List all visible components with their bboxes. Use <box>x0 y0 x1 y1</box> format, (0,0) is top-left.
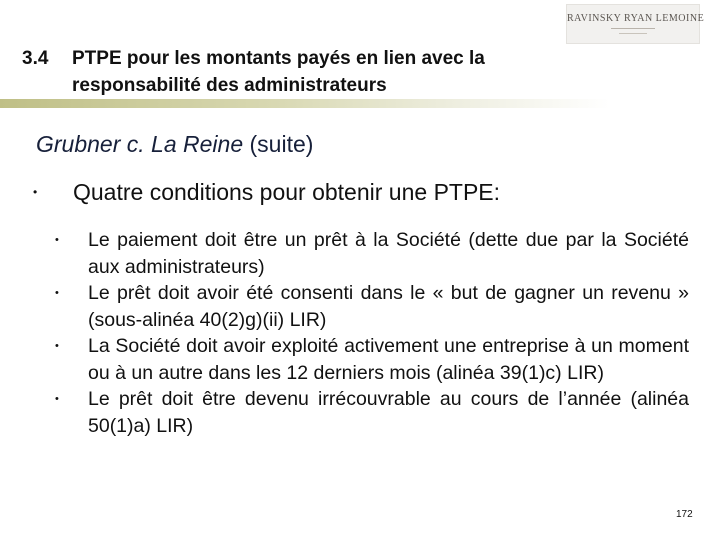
heading-rule <box>0 99 610 108</box>
condition-item <box>55 333 689 386</box>
bullet-marker: • <box>55 393 59 405</box>
condition-item <box>55 386 689 439</box>
bullet-marker: • <box>55 287 59 299</box>
slide-heading <box>22 45 485 99</box>
firm-logo <box>566 4 705 44</box>
condition-text: La Société doit avoir exploité activement une entreprise à un moment ou à un autre dans les 12 derniers mois (alinéa 39(1)c) LIR) <box>88 335 689 384</box>
logo-divider <box>611 28 655 29</box>
section-number: 3.4 <box>22 48 49 69</box>
condition-text: Le paiement doit être un prêt à la Société (dette due par la Société aux administrateurs) <box>88 229 689 278</box>
conditions-list <box>55 227 689 439</box>
bullet-marker: • <box>55 340 59 352</box>
heading-line-1: PTPE pour les montants payés en lien avec la <box>72 48 485 69</box>
condition-text: Le prêt doit être devenu irrécouvrable au cours de l’année (alinéa 50(1)a) LIR) <box>88 388 689 437</box>
condition-item <box>55 227 689 280</box>
condition-text: Le prêt doit avoir été consenti dans le « but de gagner un revenu » (sous-alinéa 40(2)g)(ii) LIR) <box>88 282 689 331</box>
slide-subtitle <box>36 131 313 158</box>
page-number: 172 <box>676 509 693 520</box>
logo-divider-small <box>619 33 647 34</box>
condition-item <box>55 280 689 333</box>
heading-line-2: responsabilité des administrateurs <box>72 75 387 96</box>
bullet-marker: • <box>33 185 38 199</box>
bullet-marker: • <box>55 234 59 246</box>
main-bullet-text: Quatre conditions pour obtenir une PTPE: <box>73 179 501 205</box>
case-name: Grubner c. La Reine <box>36 131 244 157</box>
subtitle-suffix: (suite) <box>243 131 314 157</box>
firm-logo-name: RAVINSKY RYAN LEMOINE <box>567 13 705 24</box>
